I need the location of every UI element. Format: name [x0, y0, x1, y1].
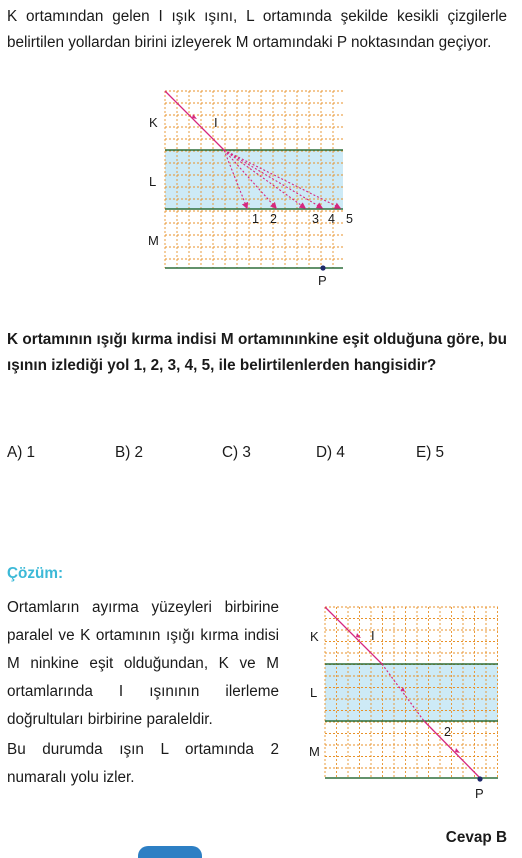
label-m: M [309, 744, 320, 759]
choice-value: 3 [242, 444, 251, 461]
label-k: K [149, 115, 158, 130]
label-k: K [310, 629, 319, 644]
label-ray-i: I [214, 115, 218, 130]
choice-letter: D) [316, 444, 333, 461]
solution-paragraph-1: Ortamların ayırma yüzeyleri birbirine paralel ve K ortamının ışığı kırma indisi M ninkine eşit olduğundan, K ve M ortamlarında I ışınının ilerleme doğrultuları birbirine paraleldir. [7, 599, 279, 728]
label-ray-i: I [371, 628, 375, 643]
path-label-5: 5 [346, 212, 353, 226]
path-label-4: 4 [328, 212, 335, 226]
choice-value: 4 [336, 444, 345, 461]
label-m: M [148, 233, 159, 248]
label-l: L [310, 685, 318, 700]
medium-l-layer [325, 664, 498, 721]
solution-title: Çözüm: [7, 565, 64, 582]
choice-letter: A) [7, 444, 23, 461]
label-p: P [318, 273, 327, 288]
choice-value: 2 [134, 444, 144, 461]
question-intro: K ortamından gelen I ışık ışını, L ortamında şekilde kesikli çizgilerle belirtilen yollardan birini izleyerek M ortamındaki P noktasından geçiyor. [7, 8, 507, 51]
choice-letter: C) [222, 444, 239, 461]
path-label-3: 3 [312, 212, 319, 226]
ray-arrow-icon [455, 748, 460, 753]
path-label-2: 2 [444, 725, 451, 739]
choice-letter: B) [115, 444, 131, 461]
label-p: P [475, 786, 484, 801]
point-p-marker [477, 776, 482, 781]
path-label-2: 2 [270, 212, 277, 226]
choice-value: 5 [435, 444, 445, 461]
path-label-1: 1 [252, 212, 259, 226]
answer-label: Cevap B [445, 829, 507, 846]
ray-arrow-icon [356, 633, 361, 638]
choice-value: 1 [26, 444, 36, 461]
emergent-ray [424, 721, 480, 778]
page-tab [138, 846, 202, 858]
choice-letter: E) [416, 444, 432, 461]
solution-paragraph-2: Bu durumda ışın L ortamında 2 numaralı yolu izler. [7, 741, 279, 786]
question-text: K ortamının ışığı kırma indisi M ortamınınkine eşit olduğuna göre, bu ışının izlediği yol 1, 2, 3, 4, 5, ile belirtilenlerden hangisidir? [7, 331, 507, 374]
label-l: L [149, 174, 157, 189]
